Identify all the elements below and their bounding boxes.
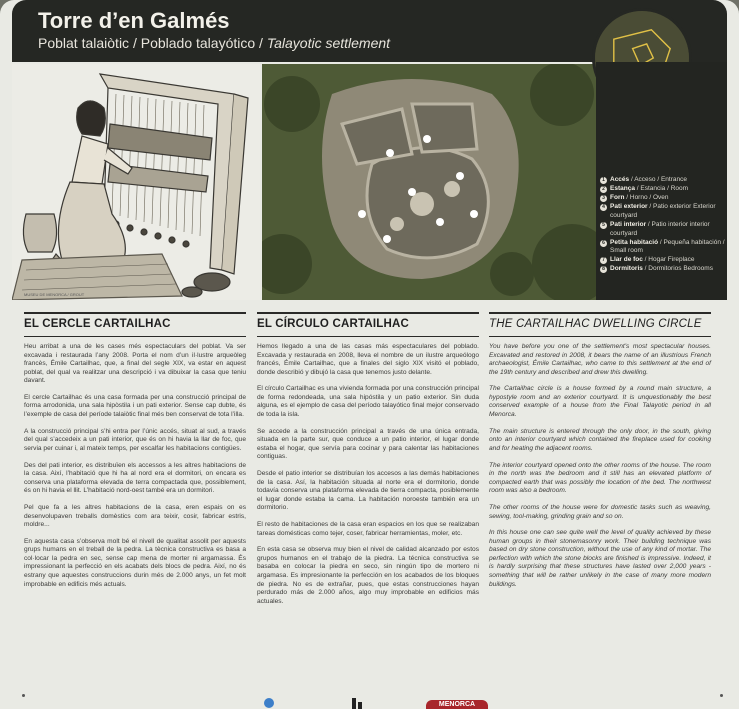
english-text-column: [489, 312, 711, 597]
subtitle-separator: /: [255, 35, 267, 51]
catalan-paragraph: En aquesta casa s’observa molt bé el nivell de qualitat assolit per aquests grups humans en el treball de la pedra. La tècnica constructiva es basa a col·locar la pedra en sec, sense cap mena de morter ni argamassa. És impressionant la perfecció en els acabats dels blocs de pedra. Així, no és estrany que aquestes construccions durin més de 2.000 anys, un fet molt improbable en edificis més actuals.: [24, 537, 246, 588]
loom-drawing: [12, 64, 260, 300]
catalan-paragraph: A la construcció principal s’hi entra per l’únic accés, situat al sud, a través del qual s’accedeix a un pati interior, que és on hi havia la llar de foc, que servia per cuinar i, al mateix temps, per escalfar les habitacions contigües.: [24, 427, 246, 452]
legend-item: 4 Pati exterior / Patio exterior Exterior courtyard: [600, 203, 726, 220]
flower-logo-icon: [262, 696, 276, 709]
catalan-paragraph: El cercle Cartailhac és una casa formada per una construcció principal de forma arrodonida, una sala hipòstila i un pati exterior. Sense cap dubte, és l’exemple de casa del període talaiòtic final més ben conservat de tota l’illa.: [24, 393, 246, 419]
catalan-paragraph: Pel que fa a les altres habitacions de la casa, eren espais on es desenvolupaven treballs domèstics com ara teixir, cosir, fabricar estris, moldre...: [24, 503, 246, 529]
spanish-paragraph: Hemos llegado a una de las casas más espectaculares del poblado. Excavada y restaurada en 2008, lleva el nombre de un ilustre arqueólogo francés, Émile Cartailhac, que a finales del siglo XIX visitó el poblado, donde describió y dibujó la casa que tenemos justo delante.: [257, 343, 479, 376]
illustration-credit: MUSEU DE MENORCA / GROUT: [24, 292, 85, 297]
subtitle-spanish: Poblado talayótico: [140, 35, 256, 51]
spanish-text-column: [257, 312, 479, 614]
spanish-paragraph: El resto de habitaciones de la casa eran espacios en los que se realizaban tareas domésticas como tejer, coser, fabricar herramientas, moler, etc.: [257, 521, 479, 537]
english-paragraph: You have before you one of the settlement’s most spectacular houses. Excavated and restored in 2008, it bears the name of an illustrious French archaeologist, Émile Cartailhac, who came to this settlement at the end of the 19th century and described and drew this dwelling.: [489, 343, 711, 376]
english-heading: THE CARTAILHAC DWELLING CIRCLE: [489, 312, 711, 337]
english-paragraph: In this house one can see quite well the level of quality achieved by these human groups in their stonemasonry work. Their building technique was based on dry stone construction, without the use of any kind of mortar. The perfection with which the stone blocks are finished is impressive. Indeed, it is hardly surprising that these structures have lasted over 2,000 years - something that will be rather unlikely in the case of many more modern buildings.: [489, 529, 711, 588]
footer-dot: [22, 694, 25, 697]
aerial-site-view: [262, 64, 596, 300]
site-subtitle: [38, 35, 390, 51]
legend-item: 5 Pati interior / Patio interior interior courtyard: [600, 221, 726, 238]
spanish-paragraph: Se accede a la construcción principal a través de una única entrada, situada en la parte sur, que conduce a un patio interior, el lugar donde estaba el hogar, que servía para cocinar y para calentar las habitaciones contiguas.: [257, 427, 479, 461]
site-legend: [600, 176, 726, 275]
catalan-paragraph: Heu arribat a una de les cases més espectaculars del poblat. Va ser excavada i restaurada l’any 2008. Porta el nom d’un il·lustre arqueòleg francès, Émile Cartailhac, que, a final del segle XIX, va estar en aquest poblat, del qual va realitzar una descripció i va dibuixar la casa que teniu davant.: [24, 343, 246, 385]
spanish-paragraph: Desde el patio interior se distribuían los accesos a las demás habitaciones de la casa. Así, la habitación situada al norte era el dormitorio, donde todavía conserva una plataforma elevada de tierra compacta, posiblemente el lugar donde estaba la cama. La habitación noroeste también era un dormitorio.: [257, 470, 479, 512]
weaver-illustration: [12, 64, 260, 300]
legend-item: 6 Petita habitació / Pequeña habitación / Small room: [600, 239, 726, 256]
subtitle-english: Talayotic settlement: [266, 35, 391, 51]
english-paragraph: The main structure is entered through the only door, in the south, giving onto an interior courtyard which contained the fireplace used for cooking and for heating the adjacent rooms.: [489, 427, 711, 452]
english-paragraph: The Cartailhac circle is a house formed by a round main structure, a hypostyle room and an exterior courtyard. It is unquestionably the best conserved example of a house from the Final Talayotic period in all Menorca.: [489, 385, 711, 419]
catalan-paragraph: Des del pati interior, es distribuïen els accessos a les altres habitacions de la casa. Així, l’habitació que hi ha al nord era el dormitori, on encara es conserva una plataforma elevada de terra compactada que, possiblement, és on hi havia el llit. L’habitació nord-oest també era un dormitori.: [24, 461, 246, 495]
catalan-heading: EL CERCLE CARTAILHAC: [24, 312, 246, 337]
sign-footer: [0, 690, 739, 709]
legend-item: 2 Estança / Estancia / Room: [600, 185, 726, 194]
catalan-text-column: [24, 312, 246, 597]
legend-item: 1 Accés / Acceso / Entrance: [600, 176, 726, 185]
spanish-paragraph: El círculo Cartailhac es una vivienda formada por una construcción principal de forma redondeada, una sala hipóstila y un patio exterior. Sin duda alguna, es el ejemplo de casa del período talayótico final mejor conservado de toda la isla.: [257, 385, 479, 419]
aerial-photo: [262, 64, 596, 300]
legend-item: 8 Dormitoris / Dormitorios Bedrooms: [600, 265, 726, 274]
english-paragraph: The other rooms of the house were for domestic tasks such as weaving, sewing, tool-making, grinding grain and so on.: [489, 503, 711, 520]
spanish-heading: EL CÍRCULO CARTAILHAC: [257, 312, 479, 337]
site-title: Torre d’en Galmés: [38, 8, 230, 33]
legend-item: 3 Forn / Horno / Oven: [600, 194, 726, 203]
legend-item: 7 Llar de foc / Hogar Fireplace: [600, 256, 726, 265]
menorca-logo: MENORCA: [426, 700, 488, 709]
institution-logo-icon: [350, 696, 366, 709]
spanish-paragraph: En esta casa se observa muy bien el nivel de calidad alcanzado por estos grupos humanos en el trabajo de la piedra. La técnica constructiva se basaba en colocar la piedra en seco, sin ningún tipo de mortero ni argamasa. Es impresionante la perfección en los acabados de los bloques de piedra. No es de extrañar, pues, que estas construcciones hayan perdurado más de 2.000 años, algo muy improbable en edificios más actuales.: [257, 546, 479, 605]
subtitle-catalan: Poblat talaiòtic: [38, 35, 130, 51]
footer-dot: [720, 694, 723, 697]
subtitle-separator: /: [129, 35, 141, 51]
english-paragraph: The interior courtyard opened onto the other rooms of the house. The room in the north was the bedroom and it still has an elevated platform of compacted earth that was possibly the location of the bed. The northwest room was also a bedroom.: [489, 461, 711, 495]
